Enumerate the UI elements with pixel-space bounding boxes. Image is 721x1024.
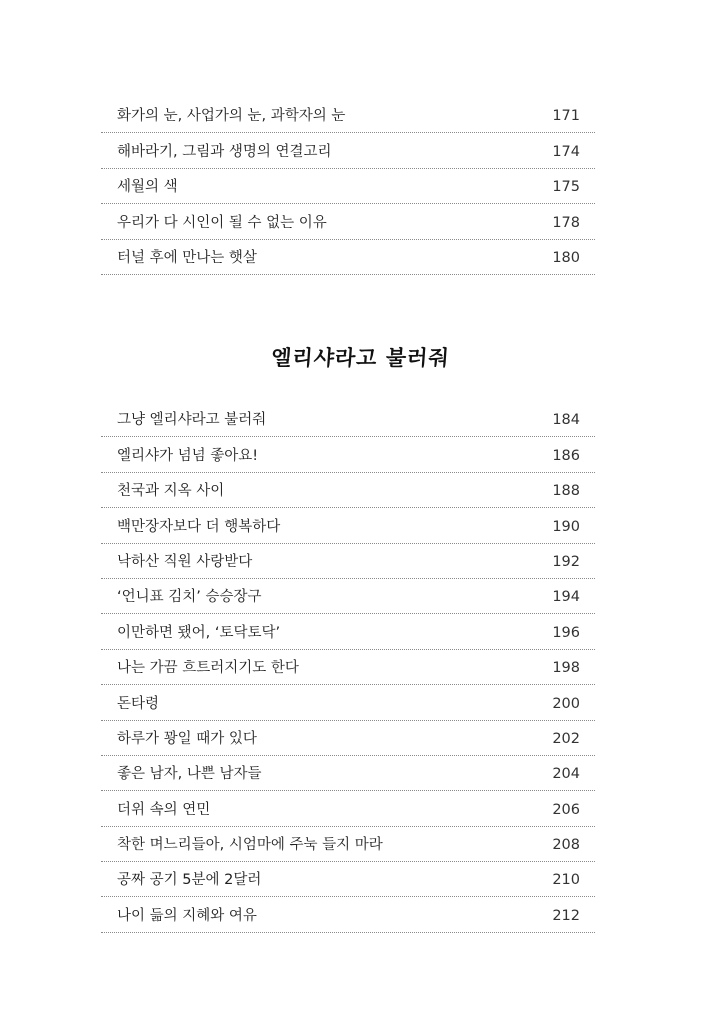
toc-entry[interactable] <box>101 133 595 168</box>
section-heading: 엘리샤라고 불러줘 <box>270 346 451 370</box>
toc-entry[interactable] <box>101 402 595 437</box>
toc-entry-title: 더위 속의 연민 <box>117 801 211 818</box>
toc-entry-page: 198 <box>552 660 580 677</box>
toc-entry-page: 190 <box>552 518 580 535</box>
toc-entry-page: 206 <box>552 801 580 818</box>
toc-entry[interactable] <box>101 508 595 543</box>
toc-entry[interactable] <box>101 862 595 897</box>
toc-entry[interactable] <box>101 827 595 862</box>
toc-entry-title: 이만하면 됐어, ‘토닥토닥’ <box>117 624 281 641</box>
toc-entry-page: 202 <box>552 730 580 747</box>
toc-entry-page: 196 <box>552 624 580 641</box>
toc-entry-page: 171 <box>552 108 580 125</box>
toc-entry-title: 천국과 지옥 사이 <box>117 483 225 500</box>
toc-entry-page: 210 <box>552 872 580 889</box>
toc-entry-page: 188 <box>552 483 580 500</box>
toc-entry[interactable] <box>101 685 595 720</box>
toc-entry-page: 184 <box>552 412 580 429</box>
toc-entry-title: ‘언니표 김치’ 승승장구 <box>117 589 262 606</box>
toc-entry-page: 174 <box>552 143 580 160</box>
toc-entry-title: 낙하산 직원 사랑받다 <box>117 553 253 570</box>
toc-entry-title: 좋은 남자, 나쁜 남자들 <box>117 766 262 783</box>
toc-entry[interactable] <box>101 756 595 791</box>
toc-entry-title: 착한 며느리들아, 시엄마에 주눅 들지 마라 <box>117 837 383 854</box>
toc-entry-page: 192 <box>552 553 580 570</box>
toc-entry[interactable] <box>101 473 595 508</box>
toc-entry[interactable] <box>101 614 595 649</box>
toc-entry[interactable] <box>101 240 595 275</box>
toc-entry-title: 돈타령 <box>117 695 160 712</box>
toc-entry-page: 180 <box>552 249 580 266</box>
toc-entry-title: 엘리샤가 넘넘 좋아요! <box>117 447 259 464</box>
toc-entry[interactable] <box>101 650 595 685</box>
toc-entry-page: 212 <box>552 907 580 924</box>
toc-entry[interactable] <box>101 544 595 579</box>
toc-entry-page: 186 <box>552 447 580 464</box>
toc-list-part-1 <box>101 98 595 275</box>
toc-entry-title: 우리가 다 시인이 될 수 없는 이유 <box>117 214 327 231</box>
toc-entry-title: 세월의 색 <box>117 179 178 196</box>
toc-entry-title: 해바라기, 그림과 생명의 연결고리 <box>117 143 332 160</box>
toc-entry-page: 200 <box>552 695 580 712</box>
toc-entry-page: 204 <box>552 766 580 783</box>
toc-entry[interactable] <box>101 721 595 756</box>
toc-entry-title: 나는 가끔 흐트러지기도 한다 <box>117 660 299 677</box>
toc-entry-title: 공짜 공기 5분에 2달러 <box>117 872 262 889</box>
toc-entry[interactable] <box>101 204 595 239</box>
toc-entry[interactable] <box>101 98 595 133</box>
toc-entry-title: 나이 듦의 지혜와 여유 <box>117 907 257 924</box>
toc-list-part-2 <box>101 402 595 933</box>
toc-entry-title: 그냥 엘리샤라고 불러줘 <box>117 412 267 429</box>
toc-entry-title: 터널 후에 만나는 햇살 <box>117 249 257 266</box>
toc-entry[interactable] <box>101 437 595 472</box>
toc-entry-title: 화가의 눈, 사업가의 눈, 과학자의 눈 <box>117 108 346 125</box>
toc-entry-page: 175 <box>552 179 580 196</box>
toc-entry-page: 208 <box>552 837 580 854</box>
toc-entry-title: 하루가 꽝일 때가 있다 <box>117 730 257 747</box>
toc-entry[interactable] <box>101 579 595 614</box>
toc-entry[interactable] <box>101 897 595 932</box>
toc-entry-page: 194 <box>552 589 580 606</box>
toc-entry[interactable] <box>101 791 595 826</box>
toc-entry-title: 백만장자보다 더 행복하다 <box>117 518 281 535</box>
toc-entry-page: 178 <box>552 214 580 231</box>
toc-entry[interactable] <box>101 169 595 204</box>
